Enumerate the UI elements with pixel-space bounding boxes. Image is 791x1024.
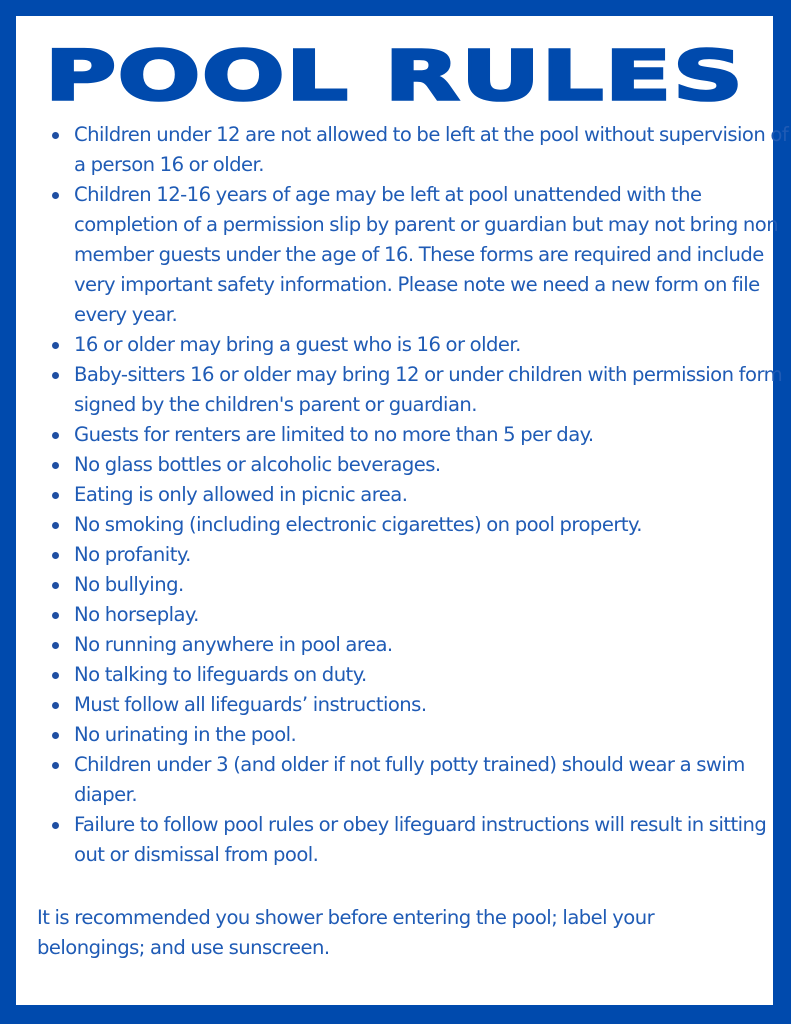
rule-text: No smoking (including electronic cigarettes) on pool property.: [74, 513, 642, 536]
rule-item: [74, 450, 791, 480]
bullet-icon: [52, 732, 59, 739]
rule-item: [74, 600, 791, 630]
bullet-icon: [52, 192, 59, 199]
rule-text: No running anywhere in pool area.: [74, 633, 393, 656]
rule-text: Must follow all lifeguards’ instructions.: [74, 693, 427, 716]
rule-item: [74, 630, 791, 660]
bullet-icon: [52, 432, 59, 439]
rule-item: [74, 690, 791, 720]
bullet-icon: [52, 822, 59, 829]
bullet-icon: [52, 762, 59, 769]
bullet-icon: [52, 492, 59, 499]
bullet-icon: [52, 702, 59, 709]
rule-text: Children under 3 (and older if not fully potty trained) should wear a swim diaper.: [74, 753, 745, 806]
rule-item: [74, 660, 791, 690]
rule-text: Failure to follow pool rules or obey lifeguard instructions will result in sitting out or dismissal from pool.: [74, 813, 767, 866]
page-title: POOL RULES: [44, 35, 745, 116]
rule-item: [74, 570, 791, 600]
rule-item: [74, 540, 791, 570]
rule-text: Eating is only allowed in picnic area.: [74, 483, 408, 506]
bullet-icon: [52, 462, 59, 469]
rule-item: [74, 510, 791, 540]
bullet-icon: [52, 552, 59, 559]
bullet-icon: [52, 642, 59, 649]
bullet-icon: [52, 612, 59, 619]
rule-item: [74, 360, 791, 420]
rule-text: No horseplay.: [74, 603, 199, 626]
rule-text: Baby-sitters 16 or older may bring 12 or under children with permission form signed by the children's parent or guardian.: [74, 363, 783, 416]
rule-item: [74, 330, 791, 360]
bullet-icon: [52, 672, 59, 679]
rule-text: No urinating in the pool.: [74, 723, 297, 746]
bullet-icon: [52, 522, 59, 529]
rule-item: [74, 720, 791, 750]
bullet-icon: [52, 342, 59, 349]
rule-text: No profanity.: [74, 543, 191, 566]
rule-item: [74, 120, 791, 180]
rule-text: No bullying.: [74, 573, 184, 596]
rule-text: No glass bottles or alcoholic beverages.: [74, 453, 441, 476]
bullet-icon: [52, 372, 59, 379]
rule-item: [74, 810, 791, 870]
rules-list: [42, 120, 791, 870]
recommendation-note: It is recommended you shower before entering the pool; label your belongings; and use sunscreen.: [37, 906, 655, 959]
bullet-icon: [52, 132, 59, 139]
pool-rules-sheet: [16, 16, 789, 1005]
rule-text: 16 or older may bring a guest who is 16 or older.: [74, 333, 521, 356]
bullet-icon: [52, 582, 59, 589]
rule-text: Children 12-16 years of age may be left at pool unattended with the completion of a permission slip by parent or guardian but may not bring non member guests under the age of 16. These forms are required and include very important safety information. Please note we need a new form on file every year.: [74, 183, 779, 326]
rule-item: [74, 420, 791, 450]
rule-item: [74, 480, 791, 510]
rule-text: No talking to lifeguards on duty.: [74, 663, 367, 686]
rule-text: Children under 12 are not allowed to be left at the pool without supervision of a person 16 or older.: [74, 123, 789, 176]
rule-item: [74, 180, 791, 330]
rule-text: Guests for renters are limited to no more than 5 per day.: [74, 423, 594, 446]
rule-item: [74, 750, 791, 810]
